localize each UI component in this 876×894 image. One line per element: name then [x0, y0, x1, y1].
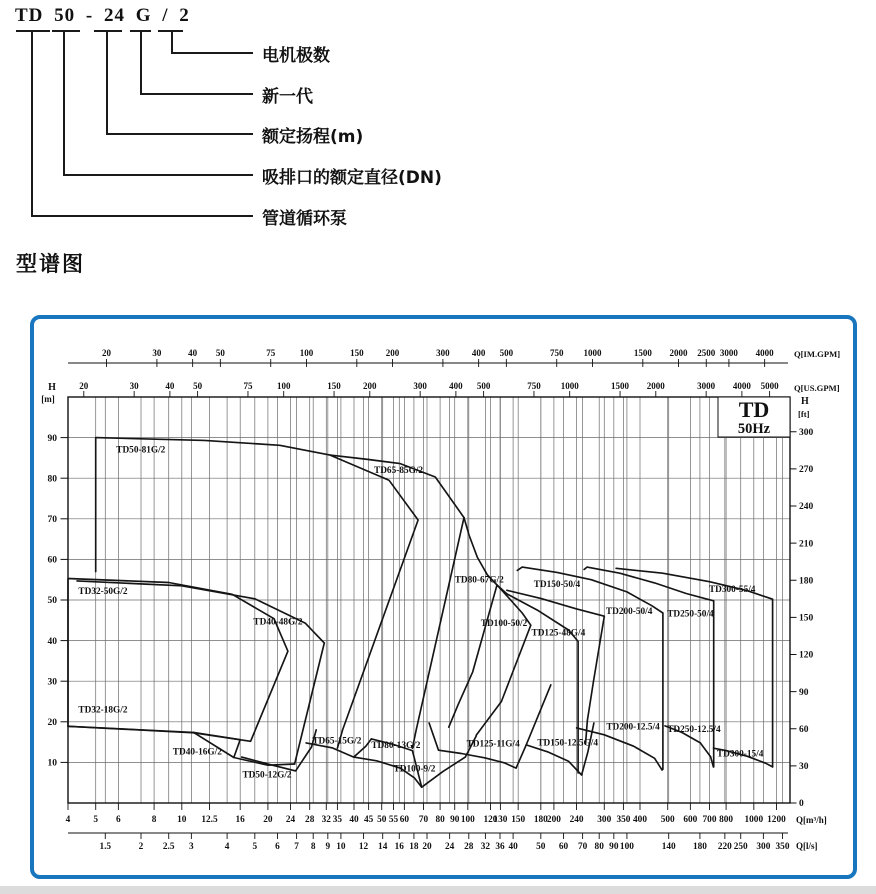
svg-text:200: 200 — [546, 815, 561, 825]
svg-text:16: 16 — [235, 815, 245, 825]
svg-text:180: 180 — [533, 815, 548, 825]
svg-text:750: 750 — [549, 348, 564, 358]
svg-text:8: 8 — [310, 842, 316, 852]
svg-text:10: 10 — [47, 758, 57, 769]
svg-text:Q[l/s]: Q[l/s] — [796, 841, 818, 851]
svg-text:150: 150 — [799, 613, 814, 624]
svg-text:60: 60 — [399, 815, 410, 825]
svg-text:100: 100 — [460, 815, 475, 825]
svg-text:300: 300 — [597, 815, 612, 825]
svg-text:130: 130 — [493, 815, 508, 825]
svg-text:600: 600 — [683, 815, 698, 825]
legend-label-port-diameter: 吸排口的额定直径(DN) — [262, 168, 442, 188]
pump-label-TD32-50G/2: TD32-50G/2 — [78, 586, 128, 597]
svg-text:14: 14 — [378, 842, 388, 852]
pump-label-TD150-50/4: TD150-50/4 — [533, 580, 581, 591]
svg-text:180: 180 — [692, 842, 707, 852]
axis-right-head-ft — [790, 396, 814, 809]
svg-text:H: H — [48, 382, 56, 393]
svg-text:250: 250 — [733, 842, 748, 852]
svg-text:Q[US.GPM]: Q[US.GPM] — [794, 383, 840, 393]
svg-text:20: 20 — [422, 842, 432, 852]
page-edge-strip — [0, 886, 876, 894]
svg-text:70: 70 — [418, 815, 429, 825]
axis-bottom-m3h — [66, 803, 827, 825]
svg-text:300: 300 — [436, 348, 450, 358]
svg-text:12: 12 — [358, 842, 369, 852]
legend-label-new-generation: 新一代 — [262, 87, 313, 107]
svg-text:50: 50 — [47, 596, 57, 607]
frequency-badge — [718, 397, 790, 437]
svg-text:24: 24 — [445, 842, 455, 852]
svg-text:40: 40 — [349, 815, 359, 825]
svg-text:7: 7 — [294, 842, 299, 852]
svg-text:4: 4 — [224, 842, 230, 852]
svg-text:800: 800 — [719, 815, 734, 825]
svg-text:400: 400 — [471, 348, 486, 358]
svg-text:20: 20 — [102, 348, 112, 358]
pump-label-TD80-67G/2: TD80-67G/2 — [454, 575, 504, 586]
svg-text:300: 300 — [413, 381, 427, 391]
svg-text:Q[m³/h]: Q[m³/h] — [796, 815, 827, 825]
svg-text:20: 20 — [47, 718, 57, 728]
svg-text:[ft]: [ft] — [798, 409, 810, 419]
svg-text:32: 32 — [321, 815, 331, 825]
svg-text:32: 32 — [480, 842, 491, 852]
svg-text:210: 210 — [799, 539, 814, 550]
section-title: 型谱图 — [16, 252, 85, 276]
svg-text:1500: 1500 — [611, 381, 630, 391]
pump-label-TD40-48G/2: TD40-48G/2 — [253, 617, 303, 628]
svg-text:5: 5 — [252, 842, 258, 852]
svg-text:28: 28 — [305, 815, 315, 825]
svg-text:[m]: [m] — [41, 394, 55, 404]
svg-text:1.5: 1.5 — [99, 842, 112, 852]
svg-text:55: 55 — [388, 815, 399, 825]
svg-text:8: 8 — [151, 815, 157, 825]
legend-label-rated-head: 额定扬程(m) — [262, 127, 364, 147]
legend-label-motor-poles: 电机极数 — [262, 46, 330, 66]
pump-label-TD65-85G/2: TD65-85G/2 — [374, 465, 424, 476]
svg-text:5000: 5000 — [760, 381, 779, 391]
svg-text:1000: 1000 — [583, 348, 602, 358]
svg-text:10: 10 — [336, 842, 346, 852]
svg-text:50: 50 — [377, 815, 387, 825]
svg-text:30: 30 — [47, 677, 57, 688]
svg-text:400: 400 — [633, 815, 647, 825]
svg-text:0: 0 — [799, 799, 804, 810]
svg-text:24: 24 — [285, 815, 296, 825]
svg-text:75: 75 — [266, 348, 276, 358]
model-code: TD 50 - 24 G / 2 — [15, 5, 190, 26]
svg-text:1200: 1200 — [767, 815, 786, 825]
svg-text:75: 75 — [243, 381, 253, 391]
axis-top-imperial-gpm — [68, 348, 840, 367]
svg-text:2500: 2500 — [697, 348, 716, 358]
svg-text:18: 18 — [409, 842, 419, 852]
svg-text:H: H — [801, 396, 809, 407]
svg-text:70: 70 — [577, 842, 588, 852]
svg-text:100: 100 — [299, 348, 314, 358]
pump-label-TD200-12.5/4: TD200-12.5/4 — [606, 722, 660, 733]
svg-text:90: 90 — [450, 815, 460, 825]
svg-text:150: 150 — [327, 381, 341, 391]
pump-label-TD250-50/4: TD250-50/4 — [667, 609, 714, 620]
svg-text:1500: 1500 — [633, 348, 652, 358]
svg-text:180: 180 — [799, 576, 814, 587]
pump-curve-TD65-85G/2 — [330, 455, 464, 748]
svg-text:200: 200 — [385, 348, 400, 358]
svg-text:5: 5 — [93, 815, 99, 825]
svg-text:50: 50 — [215, 348, 225, 358]
svg-text:270: 270 — [799, 465, 814, 476]
svg-text:4000: 4000 — [732, 381, 751, 391]
pump-curve-TD200-12.5/4 — [577, 728, 663, 770]
pump-curve-TD250-50/4 — [584, 567, 714, 767]
svg-text:500: 500 — [499, 348, 514, 358]
svg-text:2000: 2000 — [646, 381, 665, 391]
svg-text:50Hz: 50Hz — [737, 421, 771, 437]
pump-curve-TD100-50/2 — [476, 585, 531, 735]
legend-label-pipeline-pump: 管道循环泵 — [262, 209, 347, 229]
pump-label-TD40-16G/2: TD40-16G/2 — [172, 747, 222, 758]
svg-text:750: 750 — [527, 381, 541, 391]
svg-text:20: 20 — [79, 381, 89, 391]
svg-text:50: 50 — [193, 381, 203, 391]
pump-label-TD125-48G/4: TD125-48G/4 — [531, 628, 586, 639]
pump-label-TD125-11G/4: TD125-11G/4 — [466, 739, 520, 750]
svg-text:140: 140 — [661, 842, 676, 852]
svg-text:45: 45 — [363, 815, 374, 825]
pump-label-TD100-50/2: TD100-50/2 — [480, 618, 528, 629]
svg-text:500: 500 — [660, 815, 675, 825]
svg-text:70: 70 — [47, 515, 57, 525]
svg-text:36: 36 — [495, 842, 505, 852]
svg-text:50: 50 — [536, 842, 546, 852]
svg-text:220: 220 — [717, 842, 732, 852]
pump-label-TD250-12.5/4: TD250-12.5/4 — [667, 724, 721, 735]
svg-text:120: 120 — [483, 815, 498, 825]
pump-label-TD300-15/4: TD300-15/4 — [716, 749, 764, 760]
svg-text:500: 500 — [476, 381, 491, 391]
svg-text:350: 350 — [616, 815, 631, 825]
svg-text:240: 240 — [799, 502, 814, 513]
pump-label-TD100-9/2: TD100-9/2 — [393, 764, 436, 775]
svg-text:80: 80 — [435, 815, 445, 825]
pump-label-TD150-12.5G/4: TD150-12.5G/4 — [537, 738, 599, 749]
pump-label-TD200-50/4: TD200-50/4 — [605, 606, 653, 617]
svg-text:150: 150 — [511, 815, 526, 825]
svg-text:40: 40 — [47, 636, 57, 647]
pump-curve-TD50-81G/2 — [96, 438, 421, 751]
svg-text:30: 30 — [129, 381, 139, 391]
svg-text:3000: 3000 — [719, 348, 738, 358]
svg-text:1000: 1000 — [744, 815, 764, 825]
svg-text:40: 40 — [188, 348, 198, 358]
axis-bottom-ls — [68, 833, 818, 852]
svg-text:6: 6 — [275, 842, 280, 852]
pump-curve-TD150-12.5G/4 — [526, 723, 594, 775]
svg-text:350: 350 — [775, 842, 790, 852]
svg-text:40: 40 — [165, 381, 175, 391]
svg-text:12.5: 12.5 — [201, 815, 218, 825]
svg-text:200: 200 — [363, 381, 377, 391]
svg-text:20: 20 — [263, 815, 273, 825]
pump-label-TD32-18G/2: TD32-18G/2 — [78, 705, 128, 716]
pump-label-TD300-55/4: TD300-55/4 — [708, 584, 756, 595]
svg-text:2: 2 — [138, 842, 144, 852]
svg-text:90: 90 — [609, 842, 619, 852]
svg-text:10: 10 — [177, 815, 187, 825]
svg-text:3: 3 — [189, 842, 194, 852]
svg-text:30: 30 — [152, 348, 162, 358]
svg-text:150: 150 — [350, 348, 364, 358]
svg-text:Q[IM.GPM]: Q[IM.GPM] — [794, 349, 841, 359]
pump-label-TD80-13G/2: TD80-13G/2 — [371, 740, 421, 751]
svg-text:300: 300 — [756, 842, 771, 852]
svg-text:400: 400 — [449, 381, 463, 391]
svg-text:300: 300 — [799, 427, 814, 438]
grid — [68, 397, 790, 803]
svg-text:3000: 3000 — [697, 381, 716, 391]
pump-curves — [68, 438, 773, 788]
svg-text:30: 30 — [799, 762, 809, 773]
pump-label-TD50-12G/2: TD50-12G/2 — [242, 770, 292, 781]
svg-text:2000: 2000 — [669, 348, 688, 358]
svg-text:28: 28 — [464, 842, 474, 852]
svg-text:120: 120 — [799, 650, 814, 661]
svg-text:4: 4 — [65, 815, 71, 825]
svg-text:9: 9 — [325, 842, 331, 852]
svg-text:100: 100 — [276, 381, 291, 391]
svg-text:90: 90 — [47, 433, 57, 444]
svg-text:100: 100 — [619, 842, 634, 852]
svg-text:TD: TD — [738, 397, 770, 422]
axis-top-us-gpm — [79, 381, 839, 397]
svg-text:16: 16 — [394, 842, 404, 852]
axis-left-head-m — [41, 382, 68, 769]
pump-label-TD50-81G/2: TD50-81G/2 — [116, 445, 166, 456]
svg-text:80: 80 — [47, 474, 57, 485]
svg-text:2.5: 2.5 — [162, 842, 175, 852]
svg-text:80: 80 — [594, 842, 604, 852]
svg-text:240: 240 — [569, 815, 584, 825]
svg-text:60: 60 — [799, 724, 809, 735]
svg-text:40: 40 — [508, 842, 518, 852]
svg-text:6: 6 — [116, 815, 121, 825]
pump-curve-TD125-11G/4 — [429, 685, 551, 768]
svg-text:90: 90 — [799, 687, 809, 698]
svg-text:4000: 4000 — [755, 348, 774, 358]
svg-text:1000: 1000 — [560, 381, 579, 391]
svg-text:700: 700 — [702, 815, 717, 825]
pump-label-TD65-15G/2: TD65-15G/2 — [312, 736, 362, 747]
svg-text:60: 60 — [47, 555, 57, 566]
svg-text:60: 60 — [558, 842, 569, 852]
svg-text:35: 35 — [332, 815, 343, 825]
